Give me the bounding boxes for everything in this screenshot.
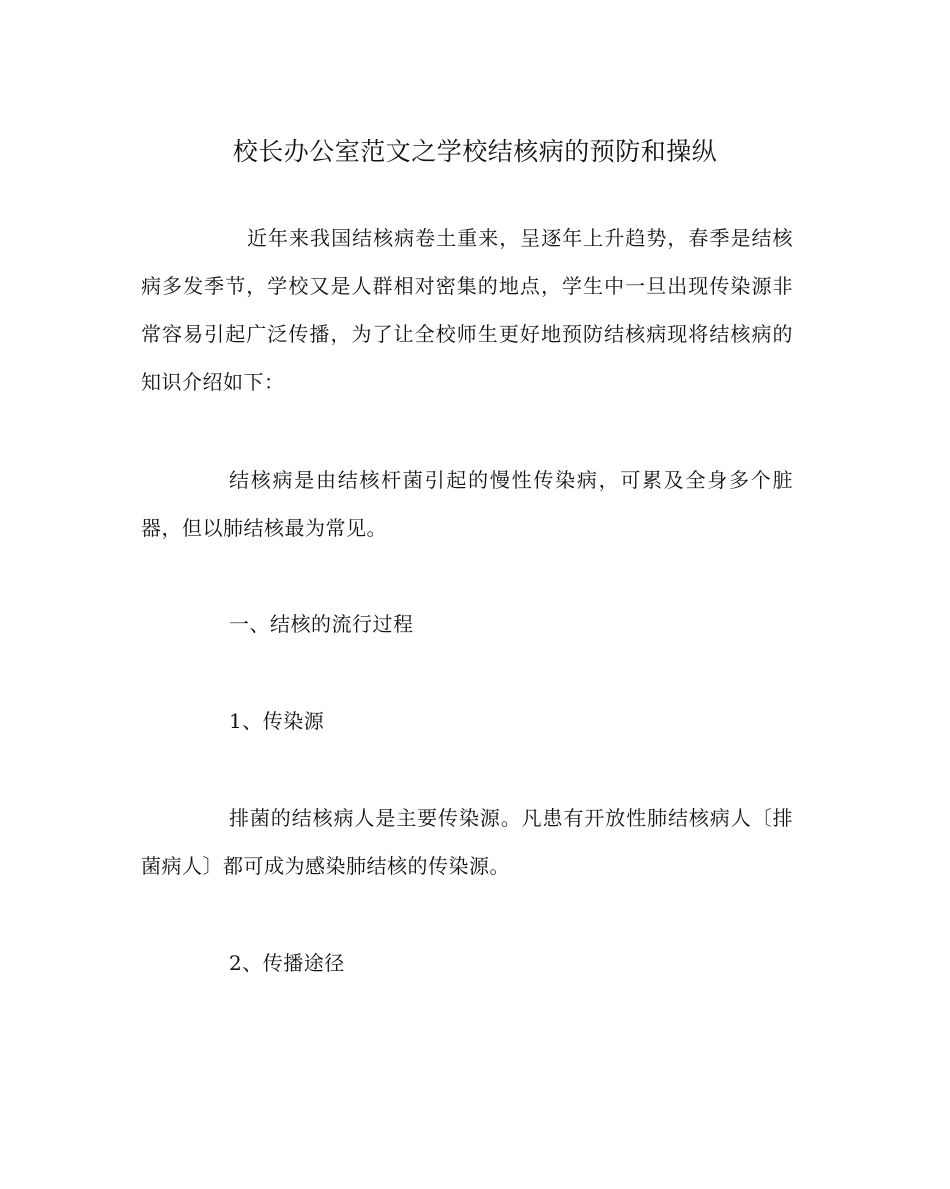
document-title: 校长办公室范文之学校结核病的预防和操纵 bbox=[232, 137, 718, 166]
subheading-source: 1、传染源 bbox=[229, 709, 325, 733]
intro-paragraph: 近年来我国结核病卷土重来，呈逐年上升趋势，春季是结核病多发季节，学校又是人群相对密集的地点，学生中一旦出现传染源非常容易引起广泛传播，为了让全校师生更好地预防结核病现将结核病的知识介绍如下： bbox=[141, 226, 793, 394]
section-heading: 一、结核的流行过程 bbox=[229, 612, 414, 636]
source-paragraph: 排菌的结核病人是主要传染源。凡患有开放性肺结核病人〔排菌病人〕都可成为感染肺结核的传染源。 bbox=[141, 806, 793, 878]
definition-paragraph: 结核病是由结核杆菌引起的慢性传染病，可累及全身多个脏器，但以肺结核最为常见。 bbox=[141, 468, 793, 540]
subheading-transmission: 2、传播途径 bbox=[229, 951, 345, 975]
